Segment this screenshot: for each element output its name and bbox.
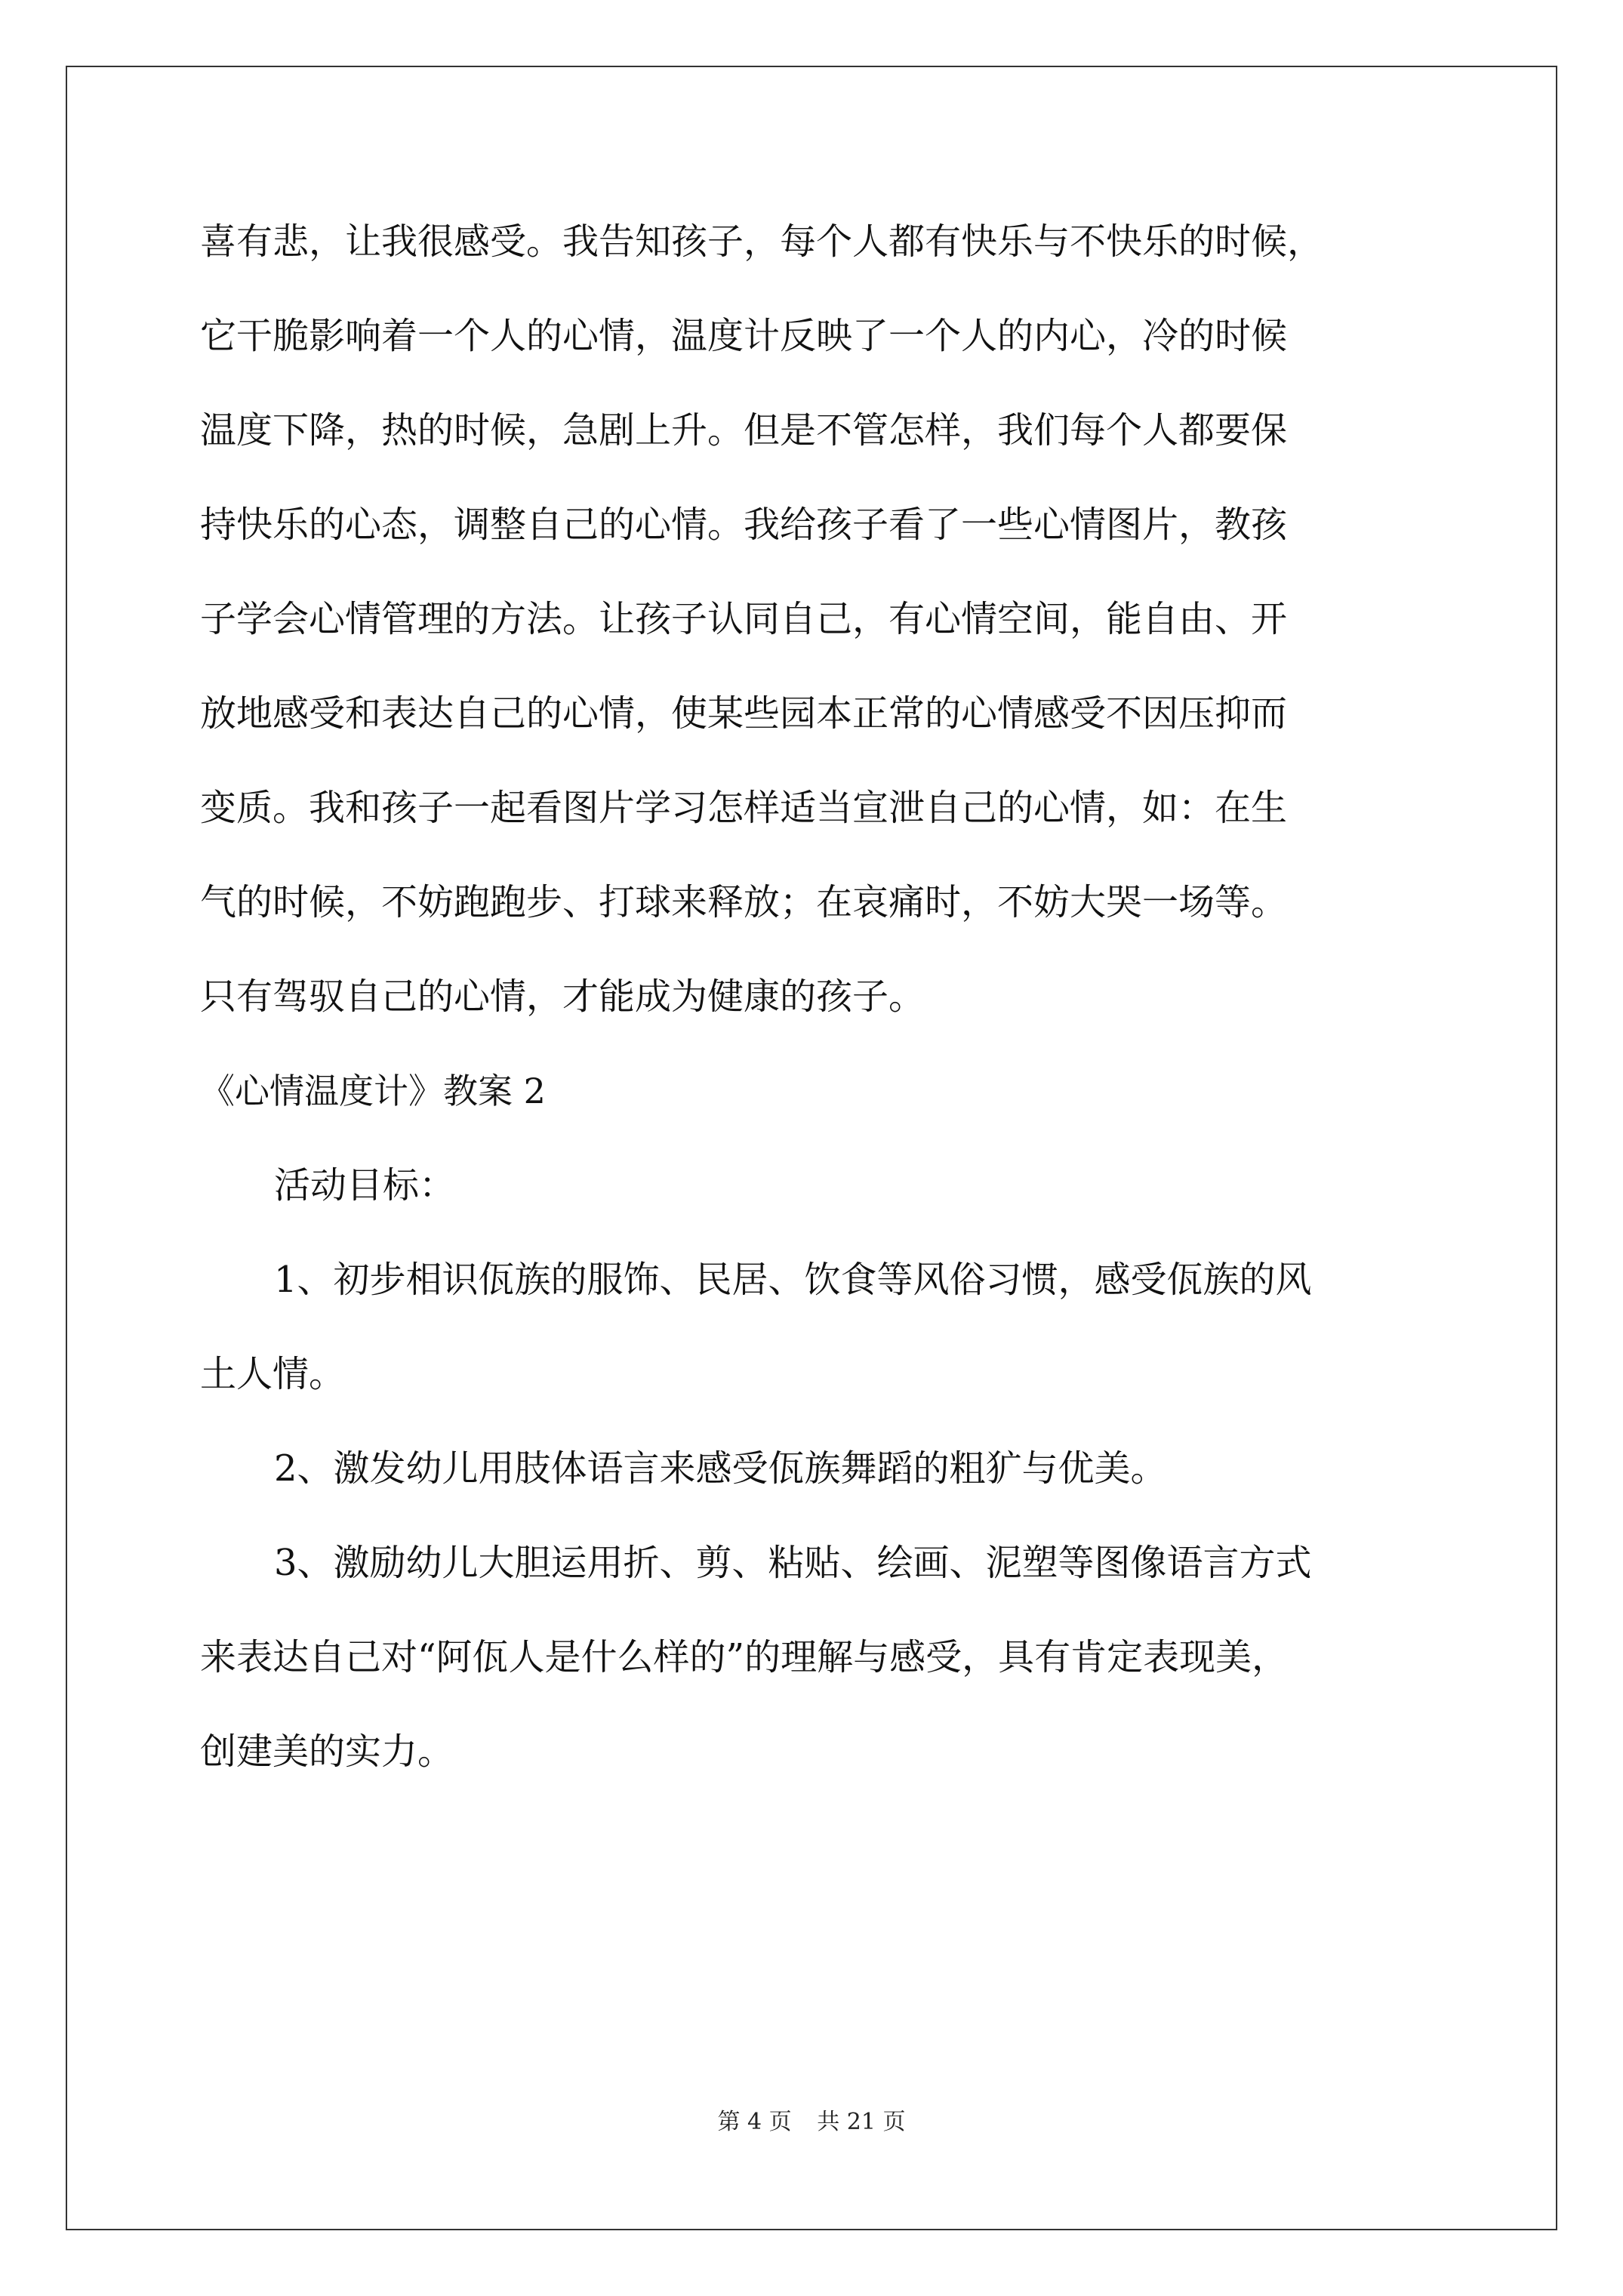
section-title: 《心情温度计》教案 2	[200, 1071, 546, 1111]
page-number: 第 4 页	[717, 2109, 792, 2135]
page-total: 共 21 页	[817, 2109, 906, 2135]
document-body	[200, 195, 1438, 1799]
goal-2: 2、激发幼儿用肢体语言来感受佤族舞蹈的粗犷与优美。	[274, 1447, 1167, 1490]
paragraph-line: 温度下降，热的时候，急剧上升。但是不管怎样，我们每个人都要保	[200, 409, 1288, 451]
goal-3-line-2: 来表达自己对“阿佤人是什么样的”的理解与感受，具有肯定表现美，	[200, 1636, 1289, 1678]
paragraph-line: 子学会心情管理的方法。让孩子认同自己，有心情空间，能自由、开	[200, 598, 1288, 640]
paragraph-line: 只有驾驭自己的心情，才能成为健康的孩子。	[200, 975, 925, 1018]
paragraph-line: 放地感受和表达自己的心情，使某些园本正常的心情感受不因压抑而	[200, 692, 1288, 735]
goal-1-line-1: 1、初步相识佤族的服饰、民居、饮食等风俗习惯，感受佤族的风	[274, 1259, 1312, 1301]
page-footer	[0, 2103, 1623, 2136]
paragraph-line: 变质。我和孩子一起看图片学习怎样适当宣泄自己的心情，如：在生	[200, 787, 1288, 829]
paragraph-line: 气的时候，不妨跑跑步、打球来释放；在哀痛时，不妨大哭一场等。	[200, 881, 1288, 923]
goals-label: 活动目标：	[274, 1164, 456, 1207]
goal-3-line-3: 创建美的实力。	[200, 1730, 454, 1773]
paragraph-line: 持快乐的心态，调整自己的心情。我给孩子看了一些心情图片，教孩	[200, 504, 1288, 546]
paragraph-line: 喜有悲，让我很感受。我告知孩子，每个人都有快乐与不快乐的时候，	[200, 220, 1324, 263]
goal-3-line-1: 3、激励幼儿大胆运用折、剪、粘贴、绘画、泥塑等图像语言方式	[274, 1542, 1312, 1584]
goal-1-line-2: 土人情。	[200, 1353, 346, 1395]
paragraph-line: 它干脆影响着一个人的心情，温度计反映了一个人的内心，冷的时候	[200, 315, 1288, 357]
